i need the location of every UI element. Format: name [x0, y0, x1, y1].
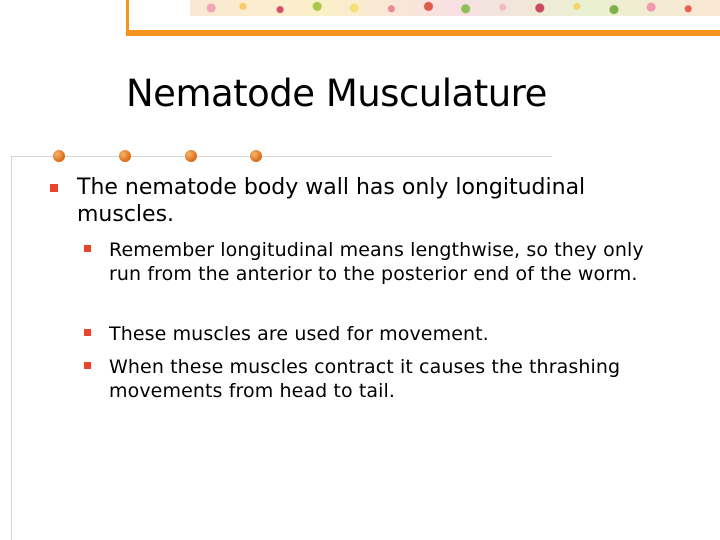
- divider-dot: [250, 150, 262, 162]
- floral-banner-image: [190, 0, 720, 16]
- sub-bullet-text: These muscles are used for movement.: [109, 323, 489, 345]
- sub-bullet-text: Remember longitudinal means lengthwise, so they only run from the anterior to the posterior end of the worm.: [109, 239, 644, 285]
- sub-bullet-item: [84, 322, 674, 346]
- sub-bullet-text: When these muscles contract it causes the thrashing movements from head to tail.: [109, 356, 621, 402]
- square-bullet-icon: [50, 184, 58, 192]
- sub-bullet-item: [84, 238, 674, 286]
- divider-dot: [53, 150, 65, 162]
- divider-dot: [185, 150, 197, 162]
- main-bullet-item: [50, 174, 670, 228]
- square-bullet-icon: [84, 329, 91, 336]
- banner-accent-bar: [126, 30, 720, 36]
- slide-title: Nematode Musculature: [126, 72, 547, 115]
- title-divider-line: [11, 156, 552, 157]
- square-bullet-icon: [84, 362, 91, 369]
- main-bullet-text: The nematode body wall has only longitudinal muscles.: [77, 175, 586, 227]
- divider-dot: [119, 150, 131, 162]
- square-bullet-icon: [84, 245, 91, 252]
- left-vertical-rule: [11, 157, 12, 540]
- sub-bullet-item: [84, 355, 674, 403]
